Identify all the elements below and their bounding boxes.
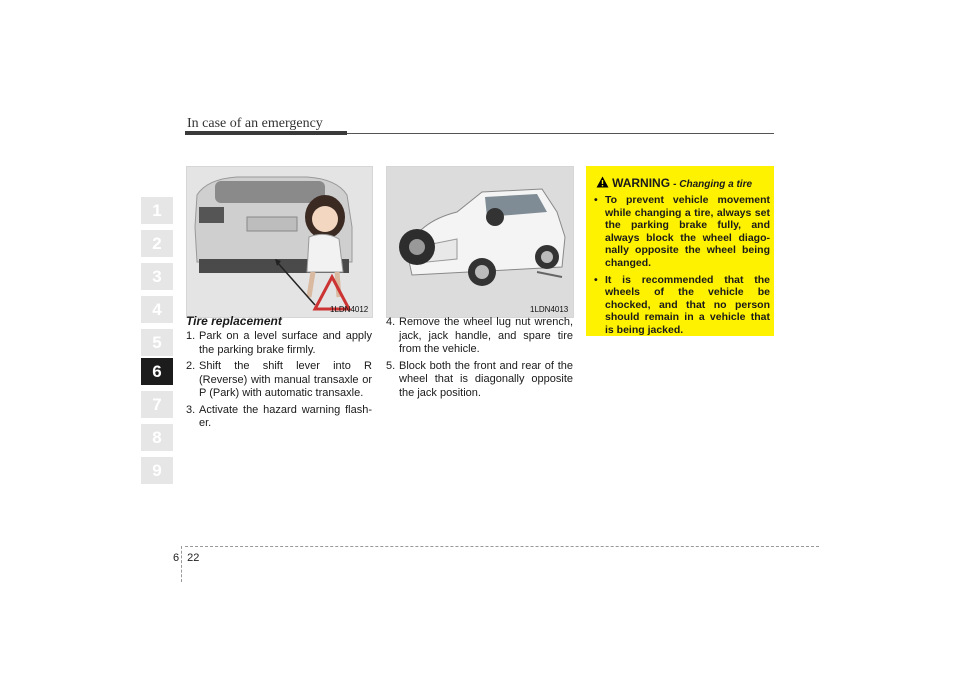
- step-number: 1.: [186, 330, 196, 342]
- warning-subtitle: - Changing a tire: [673, 179, 753, 190]
- chapter-tab-3[interactable]: 3: [141, 263, 173, 290]
- chapter-tab-4[interactable]: 4: [141, 296, 173, 323]
- chapter-tab-6[interactable]: 6: [141, 358, 173, 385]
- warning-title: WARNING: [612, 176, 671, 190]
- step-number: 2.: [186, 360, 196, 372]
- list-item: [186, 330, 372, 357]
- footer-page: 22: [187, 552, 200, 564]
- list-item: [386, 360, 573, 401]
- steps-list-1: [186, 330, 372, 434]
- sedan-illustration: [387, 167, 573, 317]
- step-text: Block both the front and rear of the wheel that is diagonally opposite the jack position.: [399, 359, 573, 399]
- warning-heading: [596, 176, 752, 190]
- step-number: 5.: [386, 359, 396, 372]
- list-item: [186, 404, 372, 431]
- chapter-tab-9[interactable]: 9: [141, 457, 173, 484]
- step-text: Park on a level surface and apply the parking brake firmly.: [199, 330, 372, 356]
- chapter-tab-7[interactable]: 7: [141, 391, 173, 418]
- list-item: [186, 360, 372, 401]
- figure-code-2: 1LDN4013: [530, 305, 569, 314]
- chapter-tab-1[interactable]: 1: [141, 197, 173, 224]
- footer-rule: [185, 546, 819, 547]
- warning-triangle-icon: [596, 176, 609, 188]
- step-text: Activate the hazard warning flash-er.: [199, 403, 372, 429]
- figure-code-1: 1LDN4012: [330, 305, 369, 314]
- figure-warning-triangle: [186, 166, 373, 318]
- step-number: 3.: [186, 403, 196, 416]
- footer-chapter: 6: [173, 552, 180, 564]
- car-rear-illustration: [187, 167, 372, 317]
- steps-list-2: [386, 316, 573, 403]
- header-rule-thick: [185, 131, 347, 135]
- figure-spare-tire: [386, 166, 574, 318]
- list-item: [594, 194, 770, 270]
- section-title: Tire replacement: [186, 314, 282, 328]
- warning-item-text: To prevent vehicle movement while changing a tire, always set the parking brake fully, and always block the wheel diago-nally opposite the wheel being changed.: [605, 194, 770, 269]
- page-number: [173, 552, 199, 564]
- page-header-title: In case of an emergency: [187, 116, 323, 131]
- chapter-tab-8[interactable]: 8: [141, 424, 173, 451]
- step-text: Shift the shift lever into R (Reverse) with manual transaxle or P (Park) with automatic transaxle.: [199, 360, 372, 399]
- bullet-marker: •: [594, 273, 598, 286]
- chapter-tab-5[interactable]: 5: [141, 329, 173, 356]
- warning-item-text: It is recommended that the wheels of the vehicle be chocked, and that no person should remain in a vehicle that is being jacked.: [605, 273, 770, 336]
- warning-box: [586, 166, 774, 336]
- header-rule-thin: [347, 133, 774, 134]
- warning-items: [594, 194, 770, 341]
- step-text: Remove the wheel lug nut wrench, jack, jack handle, and spare tire from the vehicle.: [399, 316, 573, 355]
- list-item: [594, 274, 770, 337]
- step-number: 4.: [386, 316, 396, 328]
- list-item: [386, 316, 573, 357]
- bullet-marker: •: [594, 194, 598, 206]
- chapter-tab-2[interactable]: 2: [141, 230, 173, 257]
